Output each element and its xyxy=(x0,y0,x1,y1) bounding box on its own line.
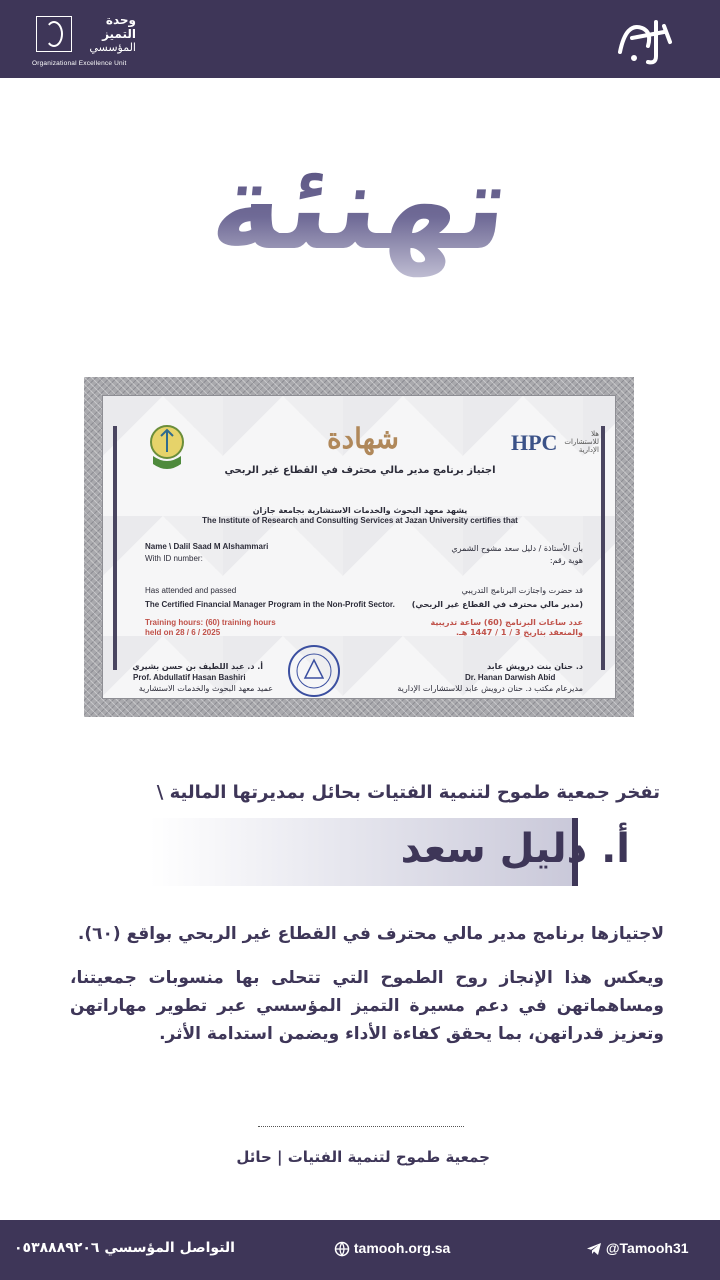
unit-name-ar-1: وحدة xyxy=(105,13,136,27)
cert-hours-en: Training hours: (60) training hours xyxy=(145,618,276,627)
official-stamp-icon xyxy=(287,644,341,698)
jazan-university-logo-icon xyxy=(143,422,191,474)
intro-line: تفخر جمعية طموح لتنمية الفتيات بحائل بمديرتها المالية \ xyxy=(156,782,660,803)
cert-sig-right-role: مديرعام مكتب د. حنان درويش عابد للاستشارات الإدارية xyxy=(397,684,583,693)
social-handle-link[interactable] xyxy=(586,1240,689,1257)
website-text: tamooh.org.sa xyxy=(353,1240,451,1256)
achievement-line: لاجتيازها برنامج مدير مالي محترف في القطاع غير الربحي بواقع (٦٠). xyxy=(77,924,664,944)
tamooh-logo-icon xyxy=(612,12,678,68)
honoree-name: أ. دليل سعد xyxy=(400,826,630,872)
cert-sig-left-en: Prof. Abdullatif Hasan Bashiri xyxy=(133,673,246,682)
hpc-text: HPC xyxy=(511,430,558,455)
header-bar xyxy=(0,0,720,78)
cert-id-en: With ID number: xyxy=(145,554,203,563)
footer-bar xyxy=(0,1220,720,1280)
certificate-body xyxy=(102,395,616,699)
certificate-word: شهادة xyxy=(326,422,400,455)
cert-name-en: Name \ Dalil Saad M Alshammari xyxy=(145,542,269,551)
cert-program-en: The Certified Financial Manager Program in the Non-Profit Sector. xyxy=(145,600,395,609)
title-text: تهنئة xyxy=(131,118,590,298)
achievement-paragraph: ويعكس هذا الإنجاز روح الطموح التي تتحلى بها منسوبات جمعيتنا، ومساهماتهن في دعم مسيرة التميز المؤسسي عبر تطوير مهاراتهن وتعزيز قدراتهن، بما يحقق كفاءة الأداء ويضمن استدامة الأثر. xyxy=(70,968,664,1044)
organization-signature: جمعية طموح لتنمية الفتيات | حائل xyxy=(236,1148,490,1166)
dotted-divider xyxy=(258,1126,464,1127)
cert-institute-ar: يشهد معهد البحوث والخدمات الاستشارية بجامعة جازان xyxy=(252,506,468,515)
social-handle-text: @Tamooh31 xyxy=(605,1240,689,1256)
globe-icon xyxy=(334,1241,350,1257)
unit-name-ar-2: التميز xyxy=(102,27,136,41)
unit-name-en: Organizational Excellence Unit xyxy=(32,60,127,67)
cert-sig-right-en: Dr. Hanan Darwish Abid xyxy=(465,673,556,682)
cert-sig-left-role: عميد معهد البحوث والخدمات الاستشارية xyxy=(138,684,273,693)
contact-phone-text: التواصل المؤسسي ٠٥٣٨٨٨٩٢٠٦ xyxy=(14,1240,235,1256)
name-banner xyxy=(150,818,630,886)
cert-sig-left-ar: أ. د. عبد اللطيف بن حسن بشيري xyxy=(132,662,263,671)
cert-name-ar: بأن الأستاذة / دليل سعد مشوح الشمري xyxy=(451,544,583,553)
cert-sig-right-ar: د. حنان بنت درويش عابد xyxy=(487,662,583,671)
telegram-icon xyxy=(586,1241,602,1257)
cert-held-ar: والمنعقد بتاريخ 3 / 1 / 1447 هـ. xyxy=(456,628,583,637)
hpc-logo xyxy=(511,426,601,460)
certificate-image xyxy=(84,377,634,717)
cert-attended-ar: قد حضرت واجتازت البرنامج التدريبي xyxy=(461,586,583,595)
cert-attended-en: Has attended and passed xyxy=(145,586,237,595)
congrats-title xyxy=(140,118,580,318)
unit-emblem-icon xyxy=(36,16,72,52)
contact-phone[interactable] xyxy=(14,1240,235,1256)
cert-hours-ar: عدد ساعات البرنامج (60) ساعة تدريبية xyxy=(430,618,583,627)
excellence-unit-logo xyxy=(32,10,186,72)
hpc-ar: هلا للاستشارات الإدارية xyxy=(564,430,599,454)
website-link[interactable] xyxy=(334,1240,450,1257)
unit-name-ar-3: المؤسسي xyxy=(89,41,136,54)
cert-held-en: held on 28 / 6 / 2025 xyxy=(145,628,221,637)
cert-program-ar: (مدير مالي محترف في القطاع غير الربحي) xyxy=(411,600,583,609)
cert-institute-en: The Institute of Research and Consulting Services at Jazan University certifies that xyxy=(202,516,518,525)
cert-program-title: اجتياز برنامج مدير مالي محترف في القطاع غير الربحي xyxy=(224,465,496,476)
cert-id-ar: هوية رقم: xyxy=(549,556,583,565)
